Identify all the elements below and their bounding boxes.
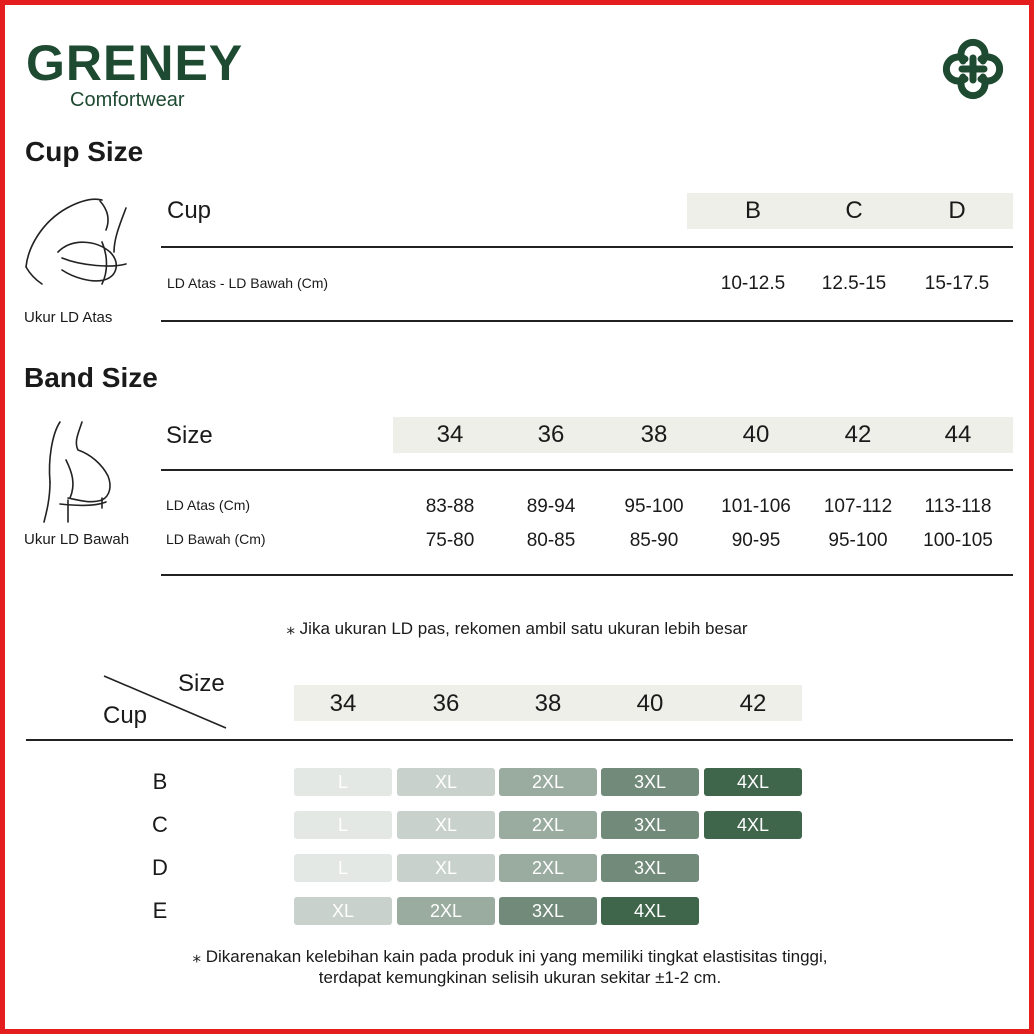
size-chip: 2XL [397, 897, 495, 925]
matrix-col-42: 42 [739, 690, 767, 717]
size-chip: 3XL [601, 854, 699, 882]
size-chip: L [294, 768, 392, 796]
band-col-42: 42 [844, 421, 872, 448]
band-size-title: Band Size [24, 362, 158, 393]
size-chip: XL [397, 768, 495, 796]
size-chip: 2XL [499, 768, 597, 796]
band-bawah-40: 90-95 [731, 530, 781, 551]
cup-row-label: LD Atas - LD Bawah (Cm) [167, 275, 329, 291]
matrix-col-40: 40 [636, 690, 664, 717]
size-chip: L [294, 854, 392, 882]
note-elasticity-line2: terdapat kemungkinan selisih ukuran sekitar ±1-2 cm. [318, 968, 722, 987]
size-chip: XL [397, 854, 495, 882]
band-header-label: Size [166, 422, 213, 449]
band-col-40: 40 [742, 421, 770, 448]
band-atas-44: 113-118 [924, 496, 992, 517]
cup-size-title: Cup Size [25, 136, 144, 167]
matrix-row-cup-e: E [152, 898, 168, 923]
cup-header-divider [161, 246, 1013, 248]
band-bawah-44: 100-105 [923, 530, 993, 551]
band-header-divider [161, 469, 1013, 471]
band-atas-34: 83-88 [425, 496, 475, 517]
band-bawah-34: 75-80 [425, 530, 475, 551]
size-chip: 2XL [499, 854, 597, 882]
size-chip: 2XL [499, 811, 597, 839]
size-chip: 3XL [601, 811, 699, 839]
brand-tagline: Comfortwear [70, 89, 185, 111]
band-bottom-divider [161, 574, 1013, 576]
note-size-recommendation: ⁎ Jika ukuran LD pas, rekomen ambil satu ukuran lebih besar [286, 619, 748, 638]
band-illustration-caption: Ukur LD Bawah [24, 531, 130, 548]
size-chip: 3XL [601, 768, 699, 796]
matrix-corner-cup: Cup [103, 702, 148, 729]
size-chip: 4XL [601, 897, 699, 925]
band-col-44: 44 [944, 421, 972, 448]
cup-value-d: 15-17.5 [924, 273, 990, 294]
cup-col-d: D [948, 197, 966, 224]
matrix-col-34: 34 [329, 690, 357, 717]
matrix-row-cup-b: B [152, 769, 168, 794]
band-bawah-36: 80-85 [526, 530, 576, 551]
matrix-corner-size: Size [178, 670, 225, 697]
matrix-row-cup-c: C [152, 812, 168, 837]
size-chip: XL [294, 897, 392, 925]
brand-emblem-icon [932, 28, 1014, 110]
band-col-38: 38 [640, 421, 668, 448]
band-row-label-bawah: LD Bawah (Cm) [166, 531, 266, 547]
brand-logo-text: GRENEY [26, 35, 244, 91]
note-elasticity-line1: ⁎ Dikarenakan kelebihan kain pada produk ini yang memiliki tingkat elastisitas tinggi, [192, 947, 828, 966]
matrix-header-divider [26, 739, 1013, 741]
band-bawah-38: 85-90 [629, 530, 679, 551]
bust-measure-illustration [22, 192, 134, 297]
size-chip: L [294, 811, 392, 839]
band-atas-36: 89-94 [526, 496, 576, 517]
band-atas-40: 101-106 [721, 496, 791, 517]
size-chip: 4XL [704, 768, 802, 796]
size-chip: 4XL [704, 811, 802, 839]
cup-header-label: Cup [167, 197, 212, 224]
size-chip: XL [397, 811, 495, 839]
band-atas-42: 107-112 [823, 496, 893, 517]
band-col-36: 36 [537, 421, 565, 448]
band-row-label-atas: LD Atas (Cm) [166, 497, 251, 513]
matrix-row-cup-d: D [152, 855, 168, 880]
matrix-col-36: 36 [432, 690, 460, 717]
band-bawah-42: 95-100 [828, 530, 888, 551]
underbust-measure-illustration [38, 420, 122, 524]
band-atas-38: 95-100 [624, 496, 684, 517]
cup-value-b: 10-12.5 [720, 273, 786, 294]
cup-illustration-caption: Ukur LD Atas [24, 309, 113, 326]
band-col-34: 34 [436, 421, 464, 448]
cup-value-c: 12.5-15 [821, 273, 887, 294]
cup-bottom-divider [161, 320, 1013, 322]
matrix-col-38: 38 [534, 690, 562, 717]
cup-col-b: B [744, 197, 761, 224]
size-chip: 3XL [499, 897, 597, 925]
cup-col-c: C [845, 197, 863, 224]
